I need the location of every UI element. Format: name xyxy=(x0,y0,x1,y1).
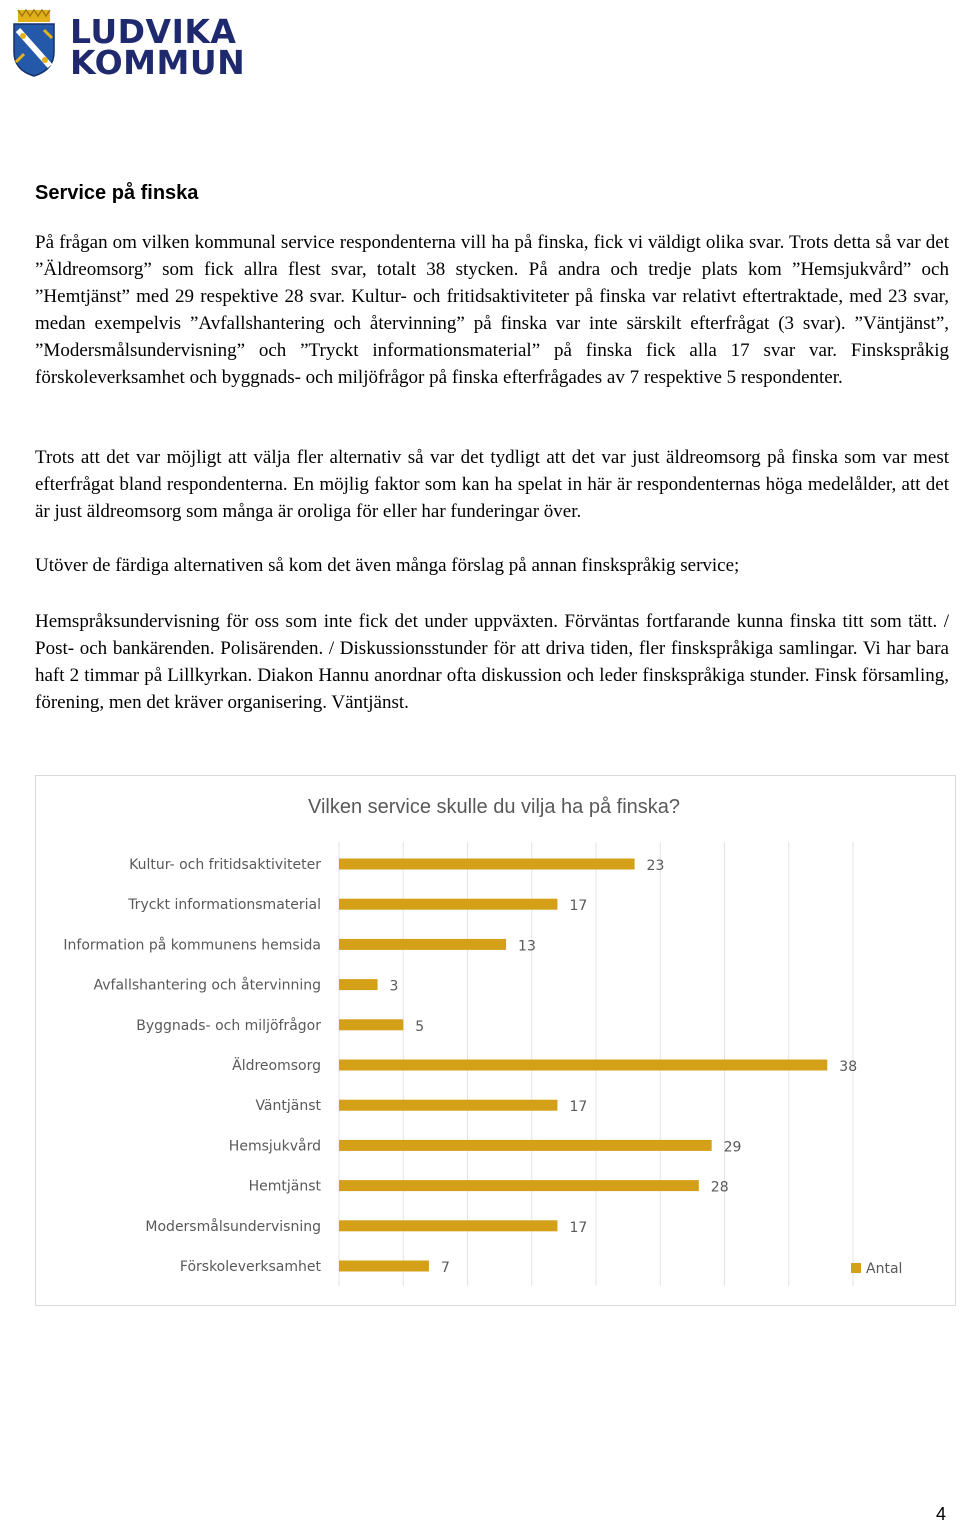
paragraph-1: På frågan om vilken kommunal service respondenterna vill ha på finska, fick vi väldigt olika svar. Trots detta så var det ”Äldreomsorg” som fick allra flest svar, totalt 38 stycken. På andra och tredje plats kom ”Hemsjukvård” och ”Hemtjänst” med 29 respektive 28 svar. Kultur- och fritidsaktiviteter på finska var relativt eftertraktade, med 23 svar, medan exempelvis ”Avfallshantering och återvinning” på finska var inte särskilt efterfrågat (3 svar). ”Väntjänst”, ”Modersmålsundervisning” och ”Tryckt informationsmaterial” på finska fick alla 17 svar var. Finskspråkig förskoleverksamhet och byggnads- och miljöfrågor på finska efterfrågades av 7 respektive 5 respondenter. xyxy=(35,232,949,388)
data-label: 3 xyxy=(389,978,399,995)
data-label: 17 xyxy=(569,1099,588,1116)
category-label: Byggnads- och miljöfrågor xyxy=(136,1017,321,1034)
data-label: 5 xyxy=(415,1018,425,1035)
logo-line-2: KOMMUN xyxy=(70,43,246,82)
category-label: Hemsjukvård xyxy=(228,1138,321,1155)
bar xyxy=(339,1261,429,1272)
coat-of-arms-icon xyxy=(10,8,58,78)
category-label: Kultur- och fritidsaktiviteter xyxy=(129,857,321,873)
chart-bars xyxy=(63,857,857,1276)
chart-legend xyxy=(851,1261,902,1277)
section-heading: Service på finska xyxy=(35,182,199,204)
bar xyxy=(339,1220,557,1231)
logo-line-1: LUDVIKA xyxy=(70,12,237,51)
bar xyxy=(339,1019,403,1030)
data-label: 29 xyxy=(723,1139,742,1156)
data-label: 17 xyxy=(569,1219,588,1236)
paragraph-3: Utöver de färdiga alternativen så kom det även många förslag på annan finskspråkig service; xyxy=(35,555,740,576)
category-label: Tryckt informationsmaterial xyxy=(128,897,321,914)
logo-wordmark xyxy=(70,12,246,82)
category-label: Avfallshantering och återvinning xyxy=(93,977,321,994)
bar xyxy=(339,899,557,910)
bar-chart xyxy=(35,775,956,1306)
bar xyxy=(339,859,635,870)
page-number: 4 xyxy=(936,1504,947,1524)
bar xyxy=(339,1060,827,1071)
ludvika-logo xyxy=(10,8,246,82)
bar xyxy=(339,1140,712,1151)
category-label: Äldreomsorg xyxy=(232,1058,321,1074)
data-label: 13 xyxy=(518,938,536,955)
data-label: 17 xyxy=(569,898,588,915)
legend-swatch xyxy=(851,1263,861,1273)
data-label: 23 xyxy=(646,858,665,874)
bar xyxy=(339,939,506,950)
data-label: 28 xyxy=(710,1179,729,1196)
chart-svg xyxy=(36,776,957,1307)
bar xyxy=(339,979,378,990)
category-label: Väntjänst xyxy=(255,1098,321,1115)
data-label: 38 xyxy=(839,1059,858,1075)
category-label: Modersmålsundervisning xyxy=(145,1218,321,1235)
category-label: Hemtjänst xyxy=(248,1178,321,1195)
paragraph-2: Trots att det var möjligt att välja fler alternativ så var det tydligt att det var just äldreomsorg på finska som var mest efterfrågat bland respondenterna. En möjlig faktor som kan ha spelat in här är respondenternas höga medelålder, att det är just äldreomsorg som många är oroliga för eller har funderingar över. xyxy=(35,447,949,522)
chart-title: Vilken service skulle du vilja ha på finska? xyxy=(307,796,681,818)
bar xyxy=(339,1100,557,1111)
bar xyxy=(339,1180,699,1191)
category-label: Information på kommunens hemsida xyxy=(63,937,321,954)
paragraph-4: Hemspråksundervisning för oss som inte fick det under uppväxten. Förväntas fortfarande kunna finska titt som tätt. / Post- och bankärenden. Polisärenden. / Diskussionsstunder för att driva tiden, fler finskspråkiga samlingar. Vi har bara haft 2 timmar på Lillkyrkan. Diakon Hannu anordnar ofta diskussion och leder finskspråkiga stunder. Finsk församling, förening, men det kräver organisering. Väntjänst. xyxy=(35,611,949,713)
legend-label: Antal xyxy=(866,1261,903,1277)
category-label: Förskoleverksamhet xyxy=(179,1259,321,1275)
data-label: 7 xyxy=(440,1260,450,1276)
